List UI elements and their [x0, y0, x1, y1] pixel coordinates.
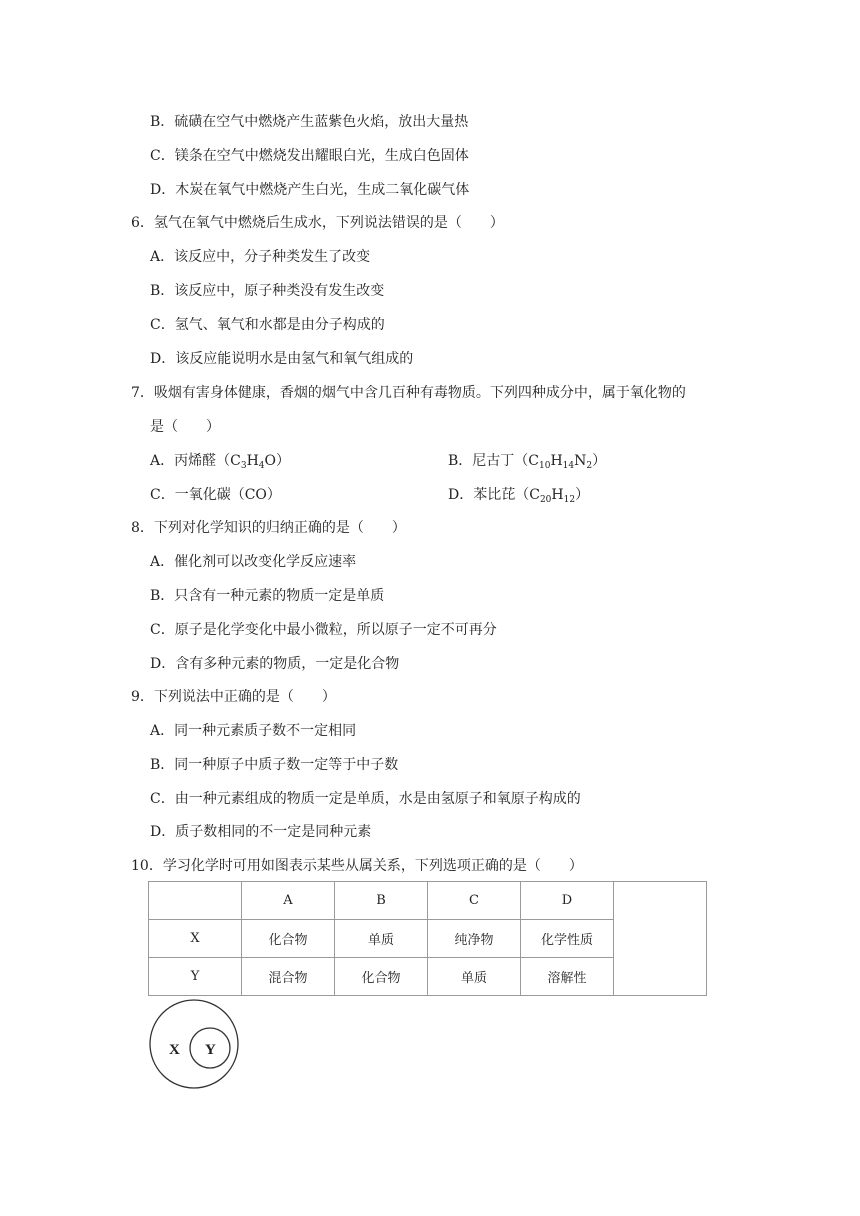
table-cell: 单质 [335, 920, 428, 958]
q7d-text: ） [575, 487, 590, 503]
venn-label-x: X [169, 1042, 180, 1058]
q8-option-b: B．只含有一种元素的物质一定是单质 [150, 588, 385, 604]
q8-option-a: A．催化剂可以改变化学反应速率 [150, 554, 357, 570]
venn-label-y: Y [205, 1042, 216, 1058]
q6-option-c: C．氢气、氧气和水都是由分子构成的 [150, 317, 385, 333]
subscript: 20 [539, 495, 552, 505]
q9-option-d: D．质子数相同的不一定是同种元素 [150, 824, 372, 840]
q9-option-a: A．同一种元素质子数不一定相同 [150, 723, 357, 739]
q7a-text: H [246, 453, 259, 469]
table-cell: D [521, 882, 614, 920]
q9-option-b: B．同一种原子中质子数一定等于中子数 [150, 757, 399, 773]
q7-option-c: C．一氧化碳（CO） [150, 487, 281, 503]
q7a-text: A．丙烯醛（C [150, 453, 241, 469]
q7d-text: D．苯比芘（C [448, 487, 540, 503]
table-cell: B [335, 882, 428, 920]
table-cell: C [428, 882, 521, 920]
venn-diagram [148, 998, 242, 1092]
question-8: 8．下列对化学知识的归纳正确的是（ ） [131, 520, 406, 536]
question-6: 6．氢气在氧气中燃烧后生成水，下列说法错误的是（ ） [131, 215, 504, 231]
question-7-continued: 是（ ） [150, 419, 220, 435]
subscript: 14 [562, 461, 575, 471]
table-cell: 化学性质 [521, 920, 614, 958]
q5-option-c: C．镁条在空气中燃烧发出耀眼白光，生成白色固体 [150, 148, 469, 164]
subscript: 2 [586, 461, 593, 471]
q9-option-c: C．由一种元素组成的物质一定是单质，水是由氢原子和氧原子构成的 [150, 791, 581, 807]
q6-option-a: A．该反应中，分子种类发生了改变 [150, 249, 371, 265]
q7b-text: ） [592, 453, 607, 469]
q8-option-c: C．原子是化学变化中最小微粒，所以原子一定不可再分 [150, 622, 497, 638]
q6-option-d: D．该反应能说明水是由氢气和氧气组成的 [150, 351, 414, 367]
table-cell: A [242, 882, 335, 920]
q7b-text: N [574, 453, 587, 469]
question-7: 7．吸烟有害身体健康，香烟的烟气中含几百种有毒物质。下列四种成分中，属于氧化物的 [131, 385, 686, 401]
q7-option-d [448, 486, 589, 504]
question-9: 9．下列说法中正确的是（ ） [131, 689, 336, 705]
table-cell: 溶解性 [521, 958, 614, 996]
q8-option-d: D．含有多种元素的物质，一定是化合物 [150, 656, 400, 672]
table-cell: 单质 [428, 958, 521, 996]
subscript: 10 [539, 461, 551, 471]
table-cell: X [149, 920, 242, 958]
table-header-row [149, 882, 707, 920]
table-cell: 纯净物 [428, 920, 521, 958]
table-cell: 化合物 [335, 958, 428, 996]
q7b-text: H [550, 453, 563, 469]
outer-circle [150, 1000, 238, 1088]
table-cell [149, 882, 242, 920]
table-cell: 混合物 [242, 958, 335, 996]
table-cell: 化合物 [242, 920, 335, 958]
subscript: 3 [240, 461, 247, 471]
subscript: 12 [563, 495, 576, 505]
table-empty-cell [614, 882, 707, 996]
options-table [148, 881, 707, 996]
question-10: 10．学习化学时可用如图表示某些从属关系，下列选项正确的是（ ） [131, 858, 583, 874]
q6-option-b: B．该反应中，原子种类没有发生改变 [150, 283, 385, 299]
q7-option-b [448, 452, 606, 470]
table-cell: Y [149, 958, 242, 996]
subscript: 4 [258, 461, 265, 471]
q7d-text: H [551, 487, 564, 503]
q7b-text: B．尼古丁（C [448, 453, 539, 469]
q7-option-a [150, 452, 290, 470]
q5-option-d: D．木炭在氧气中燃烧产生白光，生成二氧化碳气体 [150, 182, 470, 198]
q5-option-b: B．硫磺在空气中燃烧产生蓝紫色火焰，放出大量热 [150, 114, 469, 130]
q7a-text: O） [264, 453, 290, 469]
